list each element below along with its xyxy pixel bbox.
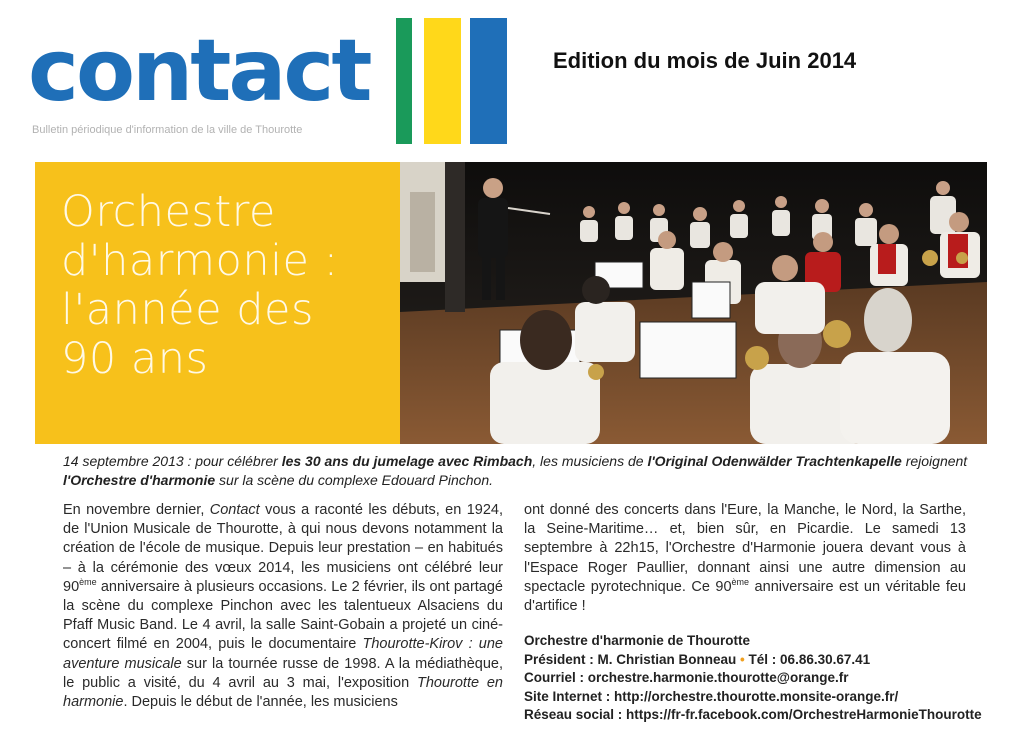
org-name: Orchestre d'harmonie de Thourotte (524, 633, 750, 648)
article-text: anniversaire à plusieurs occasions. Le 2 février, ils ont partagé la scène du complexe Pinchon avec les talentueux Alsaciens du Pfaff Music Band. Le 4 avril, la salle Saint-Gobain a projeté un ciné-concert filmé en 2004, puis le documentaire (63, 578, 503, 653)
article-column-left (63, 501, 503, 712)
article-text: En novembre dernier, (63, 502, 210, 518)
caption-text: 14 septembre 2013 : pour célébrer (63, 453, 282, 469)
social-line: Réseau social : https://fr-fr.facebook.com/OrchestreHarmonieThourotte (524, 707, 982, 723)
contact-info-block (524, 632, 984, 725)
website-line: Site Internet : http://orchestre.thourotte.monsite-orange.fr/ (524, 688, 899, 704)
logo-bar-green (396, 18, 412, 144)
title-line-1: Orchestre (61, 187, 276, 237)
article-text: vous a raconté les débuts, en 1924, de l'Union Musicale de Thourotte, à qui nous devons notamment la création de l'école de musique. Depuis leur prestation – en habitués – à la cérémonie des vœux 2014, les musiciens ont célébré leur 90 (63, 502, 503, 595)
orchestra-photo (400, 162, 987, 444)
article-title (61, 188, 396, 384)
logo-bar-yellow (424, 18, 461, 144)
caption-bold: les 30 ans du jumelage avec Rimbach (281, 453, 533, 469)
orchestra-photo-illustration (400, 162, 987, 444)
title-line-3: l'année des (61, 285, 314, 335)
title-panel (35, 162, 400, 444)
caption-text: sur la scène du complexe Edouard Pinchon. (215, 472, 493, 488)
phone-number: Tél : 06.86.30.67.41 (748, 651, 871, 667)
article-paragraph (524, 501, 966, 616)
article-text: sur la tournée russe de 1998. A la médiathèque, le public a visité, du 4 avril au 3 mai, l'exposition (63, 655, 504, 691)
logo-bar-blue (470, 18, 507, 144)
edition-heading: Edition du mois de Juin 2014 (553, 48, 857, 73)
email-line: Courriel : orchestre.harmonie.thourotte@orange.fr (524, 670, 849, 686)
article-italic: Thourotte en harmonie (63, 674, 503, 711)
caption-bold: l'Original Odenwälder Trachtenkapelle (647, 453, 902, 469)
photo-caption (63, 452, 983, 490)
superscript: ème (79, 576, 97, 587)
president-name: Président : M. Christian Bonneau (524, 651, 737, 667)
caption-bold: l'Orchestre d'harmonie (63, 472, 216, 488)
president-line (524, 651, 984, 670)
separator-dot: • (740, 651, 745, 667)
article-italic: Contact (209, 502, 260, 518)
article-paragraph (63, 501, 503, 712)
caption-text: , les musiciens de (532, 453, 648, 469)
article-banner (35, 162, 987, 444)
title-line-2: d'harmonie : (61, 236, 339, 286)
superscript: ème (731, 576, 750, 587)
logo-wordmark: contact (28, 21, 370, 121)
caption-text: rejoignent (901, 453, 968, 469)
article-text: . Depuis le début de l'année, les musiciens (123, 694, 398, 711)
logo-subtitle: Bulletin périodique d'information de la ville de Thourotte (32, 124, 303, 136)
article-text: anniversaire est un véritable feu d'artifice ! (524, 578, 966, 615)
article-text: ont donné des concerts dans l'Eure, la Manche, le Nord, la Sarthe, la Seine-Maritime… et, bien sûr, en Picardie. Le samedi 13 septembre à 22h15, l'Orchestre d'Harmonie jouera devant vous à l'Espace Roger Paullier, donnant ainsi une autre dimension au spectacle pyrotechnique. Ce 90 (524, 502, 966, 595)
article-italic: Thourotte-Kirov : une aventure musicale (63, 636, 503, 672)
title-line-4: 90 ans (61, 334, 209, 384)
article-column-right (524, 501, 966, 616)
